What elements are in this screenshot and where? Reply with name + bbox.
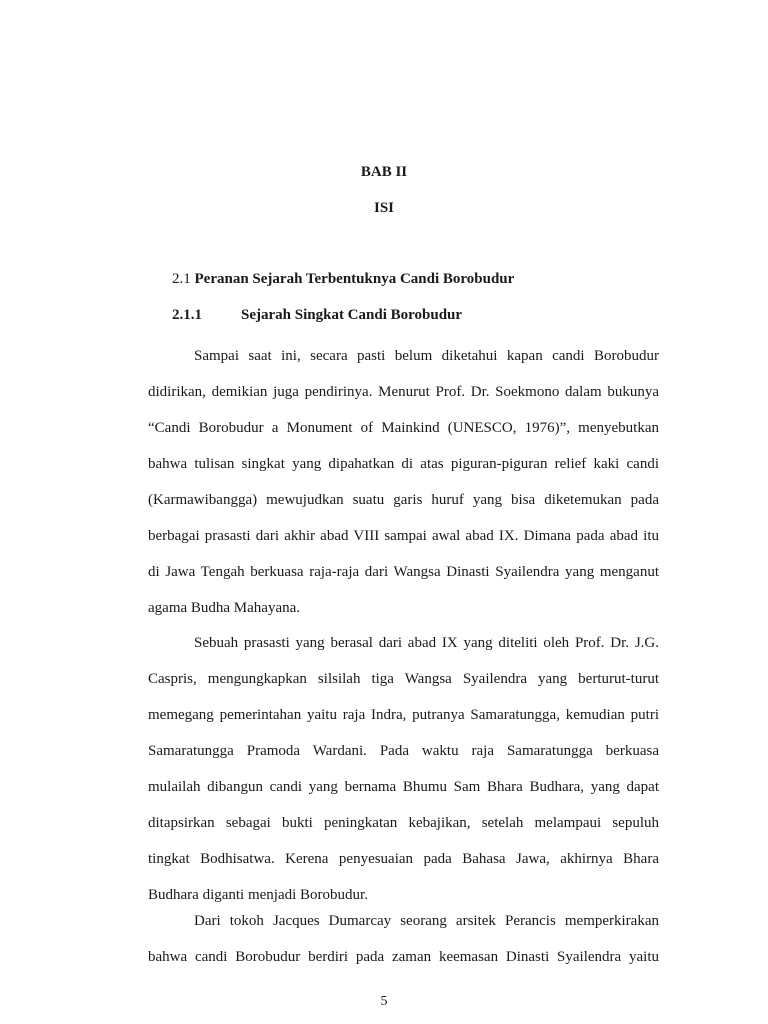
paragraph-line: bahwa tulisan singkat yang dipahatkan di atas piguran-piguran relief kaki candi xyxy=(148,456,659,472)
paragraph-2 xyxy=(148,625,659,913)
paragraph-line: Samaratungga Pramoda Wardani. Pada waktu raja Samaratungga berkuasa xyxy=(148,743,659,759)
paragraph-line: memegang pemerintahan yaitu raja Indra, putranya Samaratungga, kemudian putri xyxy=(148,707,659,723)
subsection-number: 2.1.1 xyxy=(172,307,202,323)
subsection-title: Sejarah Singkat Candi Borobudur xyxy=(241,307,463,323)
paragraph-line: bahwa candi Borobudur berdiri pada zaman keemasan Dinasti Syailendra yaitu xyxy=(148,949,659,965)
paragraph-line: berbagai prasasti dari akhir abad VIII sampai awal abad IX. Dimana pada abad itu xyxy=(148,528,659,544)
paragraph-line: Dari tokoh Jacques Dumarcay seorang arsitek Perancis memperkirakan xyxy=(194,913,659,929)
paragraph-line: Caspris, mengungkapkan silsilah tiga Wangsa Syailendra yang berturut-turut xyxy=(148,671,659,687)
paragraph-line: mulailah dibangun candi yang bernama Bhumu Sam Bhara Budhara, yang dapat xyxy=(148,779,659,795)
paragraph-3 xyxy=(148,903,659,975)
paragraph-line: “Candi Borobudur a Monument of Mainkind (UNESCO, 1976)”, menyebutkan xyxy=(148,420,659,436)
paragraph-line: di Jawa Tengah berkuasa raja-raja dari Wangsa Dinasti Syailendra yang menganut xyxy=(148,564,659,580)
paragraph-line: Sebuah prasasti yang berasal dari abad IX yang diteliti oleh Prof. Dr. J.G. xyxy=(194,635,659,651)
paragraph-line: Sampai saat ini, secara pasti belum diketahui kapan candi Borobudur xyxy=(194,348,659,364)
subsection-heading xyxy=(172,307,462,324)
paragraph-line: tingkat Bodhisatwa. Kerena penyesuaian pada Bahasa Jawa, akhirnya Bhara xyxy=(148,851,659,867)
paragraph-line: ditapsirkan sebagai bukti peningkatan kebajikan, setelah melampaui sepuluh xyxy=(148,815,659,831)
paragraph-line: (Karmawibangga) mewujudkan suatu garis huruf yang bisa diketemukan pada xyxy=(148,492,659,508)
chapter-title: ISI xyxy=(373,200,395,216)
paragraph-line: didirikan, demikian juga pendirinya. Menurut Prof. Dr. Soekmono dalam bukunya xyxy=(148,384,659,400)
section-number: 2.1 xyxy=(172,271,191,287)
section-heading xyxy=(172,271,514,288)
paragraph-line: Budhara diganti menjadi Borobudur. xyxy=(148,887,368,903)
chapter-number: BAB II xyxy=(360,164,408,180)
section-title: Peranan Sejarah Terbentuknya Candi Borobudur xyxy=(194,271,515,287)
paragraph-line: agama Budha Mahayana. xyxy=(148,600,301,616)
page-number: 5 xyxy=(380,994,388,1009)
paragraph-1 xyxy=(148,338,659,626)
